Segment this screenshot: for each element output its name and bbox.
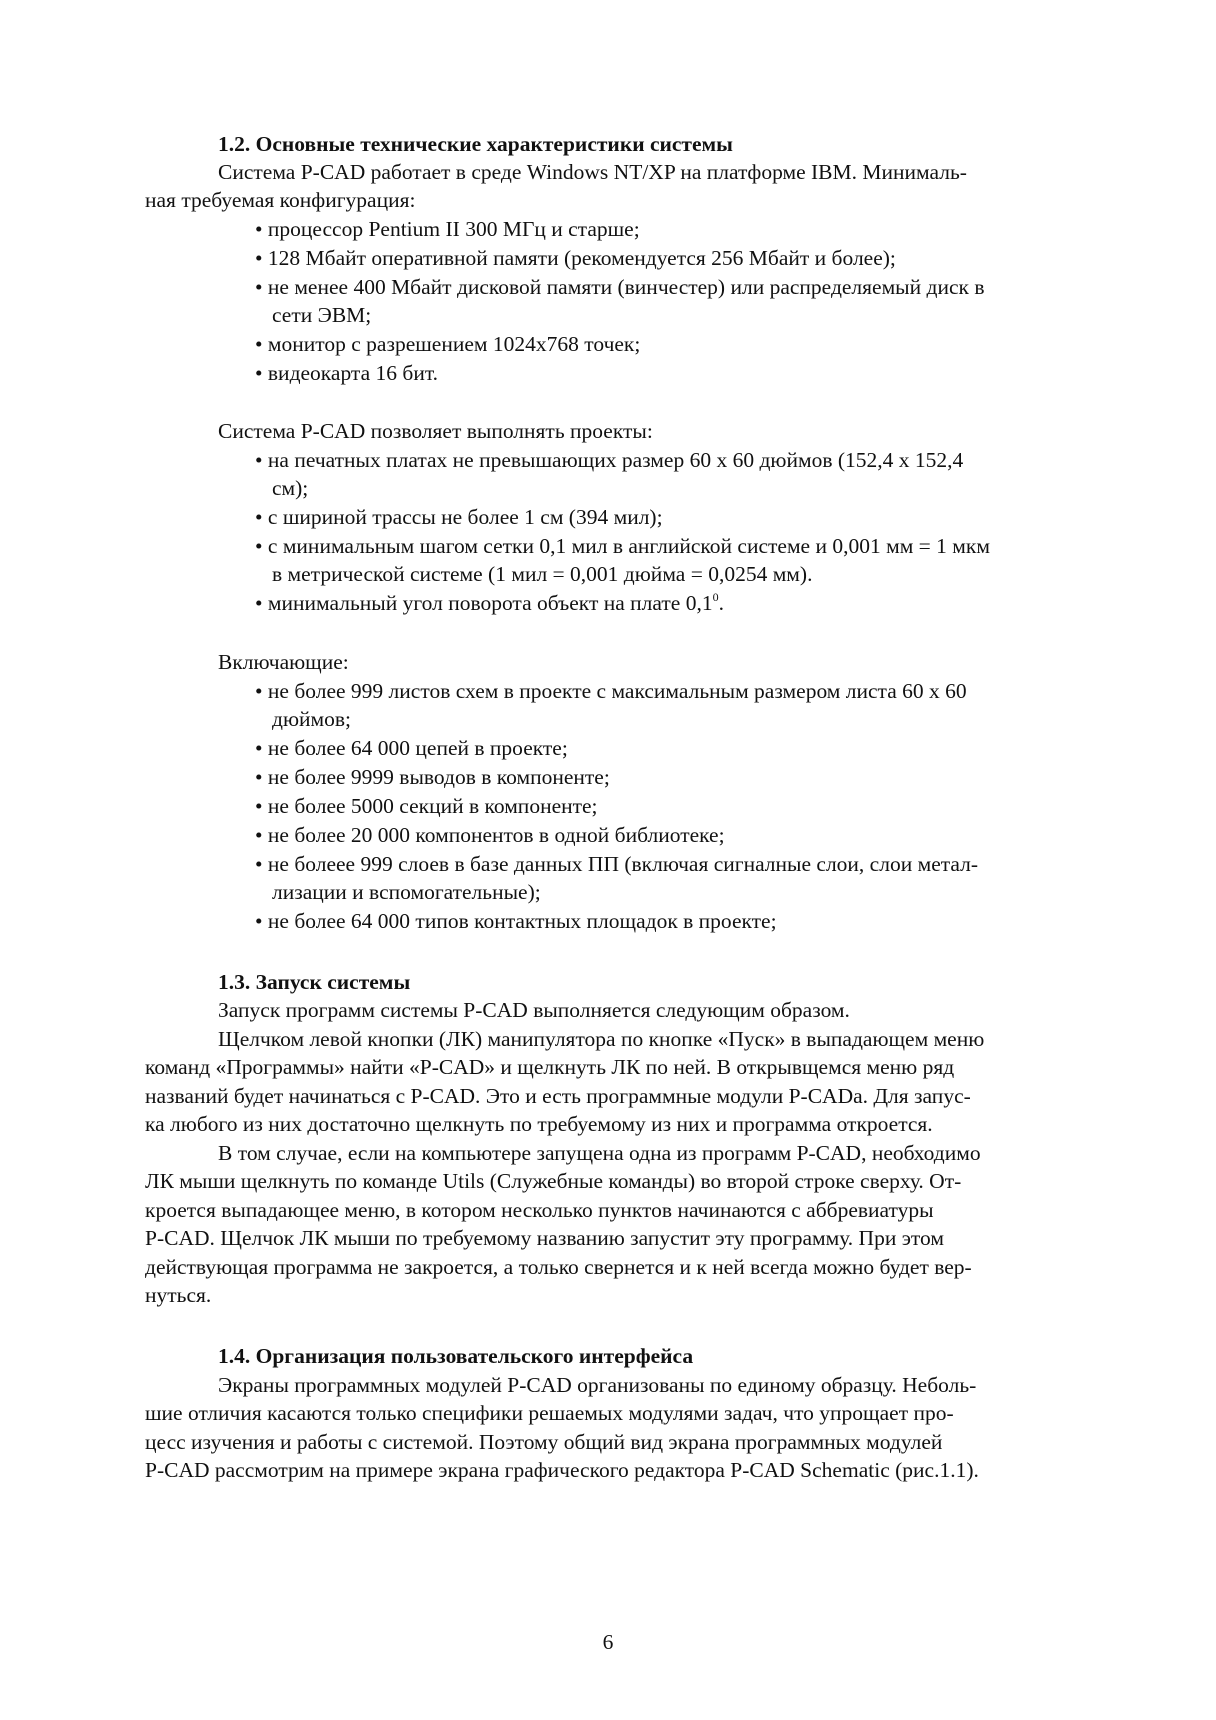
section-1-4-heading: 1.4. Организация пользовательского интерфейса (218, 1344, 694, 1368)
list-item-continuation: сети ЭВМ; (272, 303, 372, 327)
bullet-icon: • (255, 823, 268, 847)
list-item-text: не более 64 000 типов контактных площадок в проекте; (267, 909, 777, 933)
superscript: 0 (712, 590, 719, 604)
paragraph-line: Экраны программных модулей P-CAD организованы по единому образцу. Неболь- (218, 1373, 977, 1397)
bullet-icon: • (255, 679, 268, 703)
list-item-continuation: лизации и вспомогательные); (272, 880, 541, 904)
list-item-continuation: в метрической системе (1 мил = 0,001 дюйма = 0,0254 мм). (272, 562, 813, 586)
paragraph-line: Система P-CAD работает в среде Windows NT/XP на платформе IBM. Минималь- (218, 160, 967, 184)
list-item (255, 532, 990, 560)
paragraph-line: ка любого из них достаточно щелкнуть по требуемому из них и программа откроется. (145, 1112, 933, 1136)
bullet-icon: • (255, 794, 268, 818)
bullet-icon: • (255, 736, 268, 760)
list-item (255, 850, 978, 878)
bullet-icon: • (255, 591, 268, 615)
list-item (255, 503, 663, 531)
list-item-text: с шириной трассы не более 1 см (394 мил); (267, 505, 663, 529)
list-item (255, 677, 967, 705)
list-item (255, 589, 724, 617)
list-item (255, 330, 640, 358)
list-item (255, 215, 640, 243)
list-item-continuation: дюймов; (272, 707, 351, 731)
section-1-3-heading: 1.3. Запуск системы (218, 970, 411, 994)
paragraph-line: команд «Программы» найти «P-CAD» и щелкнуть ЛК по ней. В открывщемся меню ряд (145, 1055, 955, 1079)
list-item (255, 244, 896, 272)
list-item-text: не менее 400 Мбайт дисковой памяти (винчестер) или распределяемый диск в (267, 275, 985, 299)
paragraph-line: P-CAD. Щелчок ЛК мыши по требуемому названию запустит эту программу. При этом (145, 1226, 944, 1250)
list-item (255, 821, 725, 849)
bullet-icon: • (255, 217, 268, 241)
bullet-icon: • (255, 534, 268, 558)
bullet-icon: • (255, 275, 268, 299)
list-item (255, 763, 610, 791)
bullet-icon: • (255, 332, 268, 356)
list-item-text: . (718, 591, 724, 615)
list-item-text: не болеее 999 слоев в базе данных ПП (включая сигналные слои, слои метал- (267, 852, 979, 876)
list-item-continuation: см); (272, 476, 309, 500)
section-1-2-heading: 1.2. Основные технические характеристики системы (218, 132, 733, 156)
list-item-text: монитор с разрешением 1024x768 точек; (267, 332, 641, 356)
paragraph-line: кроется выпадающее меню, в котором несколько пунктов начинаются с аббревиатуры (145, 1198, 934, 1222)
paragraph-line: ЛК мыши щелкнуть по команде Utils (Служебные команды) во второй строке сверху. От- (145, 1169, 962, 1193)
paragraph-line: Щелчком левой кнопки (ЛК) манипулятора по кнопке «Пуск» в выпадающем меню (218, 1027, 985, 1051)
paragraph-line: названий будет начинаться с P-CAD. Это и есть программные модули P-CADа. Для запус- (145, 1084, 971, 1108)
list-item-text: 128 Мбайт оперативной памяти (рекомендуется 256 Мбайт и более); (267, 246, 896, 270)
list-item-text: не более 999 листов схем в проекте с максимальным размером листа 60 х 60 (267, 679, 967, 703)
list-item (255, 907, 777, 935)
list-item-text: минимальный угол поворота объект на плате 0,1 (267, 591, 713, 615)
paragraph-line: В том случае, если на компьютере запущена одна из программ P-CAD, необходимо (218, 1141, 981, 1165)
list-item (255, 734, 568, 762)
bullet-icon: • (255, 909, 268, 933)
bullet-icon: • (255, 448, 268, 472)
paragraph-line: Включающие: (218, 650, 349, 674)
paragraph-line: шие отличия касаются только специфики решаемых модулями задач, что упрощает про- (145, 1401, 954, 1425)
list-item-text: процессор Pentium II 300 МГц и старше; (267, 217, 640, 241)
list-item (255, 359, 438, 387)
list-item (255, 446, 963, 474)
list-item (255, 792, 598, 820)
bullet-icon: • (255, 505, 268, 529)
list-item-text: с минимальным шагом сетки 0,1 мил в английской системе и 0,001 мм = 1 мкм (267, 534, 990, 558)
paragraph-line: действующая программа не закроется, а только свернется и к ней всегда можно будет вер- (145, 1255, 972, 1279)
bullet-icon: • (255, 852, 268, 876)
paragraph-line: ная требуемая конфигурация: (145, 188, 416, 212)
list-item-text: не более 9999 выводов в компоненте; (267, 765, 610, 789)
paragraph-line: Запуск программ системы P-CAD выполняется следующим образом. (218, 998, 850, 1022)
list-item-text: не более 64 000 цепей в проекте; (267, 736, 568, 760)
list-item-text: видеокарта 16 бит. (267, 361, 438, 385)
list-item-text: не более 5000 секций в компоненте; (267, 794, 598, 818)
bullet-icon: • (255, 361, 268, 385)
page-number: 6 (602, 1630, 614, 1654)
paragraph-line: Система P-CAD позволяет выполнять проекты: (218, 419, 653, 443)
bullet-icon: • (255, 246, 268, 270)
list-item-text: не более 20 000 компонентов в одной библиотеке; (267, 823, 725, 847)
paragraph-line: P-CAD рассмотрим на примере экрана графического редактора P-CAD Schematic (рис.1.1). (145, 1458, 979, 1482)
list-item-text: на печатных платах не превышающих размер 60 х 60 дюймов (152,4 х 152,4 (267, 448, 964, 472)
bullet-icon: • (255, 765, 268, 789)
list-item (255, 273, 984, 301)
paragraph-line: цесс изучения и работы с системой. Поэтому общий вид экрана программных модулей (145, 1430, 943, 1454)
paragraph-line: нуться. (145, 1283, 212, 1307)
